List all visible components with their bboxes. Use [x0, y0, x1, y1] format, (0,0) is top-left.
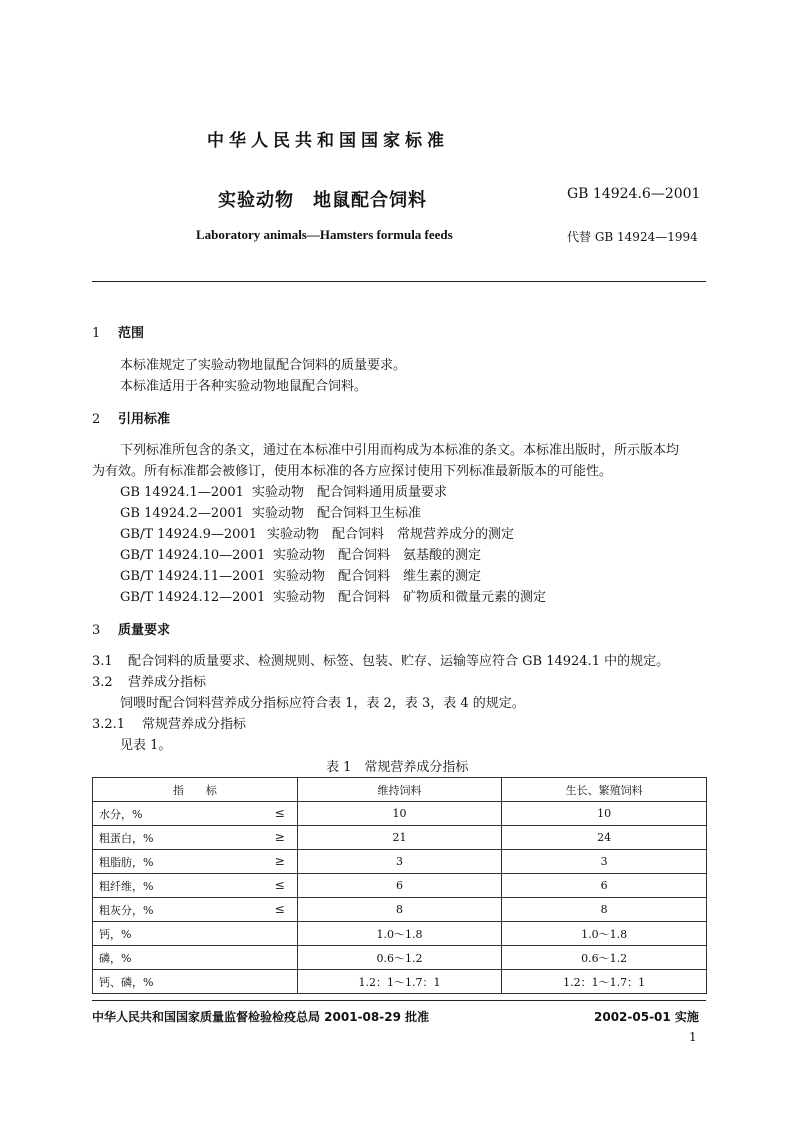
clause-3-2-1-number: 3.2.1 — [92, 717, 126, 732]
section-2-intro: 下列标准所包含的条文，通过在本标准中引用而构成为本标准的条文。本标准出版时，所示版本均 — [120, 443, 680, 458]
section-2-number: 2 — [92, 412, 101, 427]
reference-item — [120, 544, 481, 563]
header-indicator: 指 标 — [93, 778, 298, 802]
section-1-number: 1 — [92, 326, 101, 341]
section-1-heading — [92, 322, 144, 341]
comparison-operator: ≤ — [274, 902, 285, 916]
indicator-cell — [93, 970, 298, 994]
table-row — [93, 826, 707, 850]
header-rule — [92, 281, 706, 282]
reference-text: 实验动物 配合饲料 氨基酸的测定 — [273, 548, 482, 563]
indicator-name: 磷，% — [99, 951, 132, 965]
header-maintenance-feed: 维持饲料 — [297, 778, 502, 802]
footer-rule — [92, 1000, 706, 1001]
maintenance-value: 6 — [297, 874, 502, 898]
indicator-cell — [93, 922, 298, 946]
indicator-cell — [93, 826, 298, 850]
clause-3-1-number: 3.1 — [92, 654, 113, 669]
table-row — [93, 946, 707, 970]
table-row — [93, 850, 707, 874]
indicator-name: 粗纤维，% — [99, 879, 154, 893]
growth-value: 1.2：1～1.7：1 — [502, 970, 707, 994]
nutrition-table — [92, 777, 707, 994]
clause-3-2 — [92, 671, 206, 690]
reference-item — [120, 502, 421, 521]
indicator-name: 钙，% — [99, 927, 132, 941]
reference-text: 实验动物 配合饲料卫生标准 — [252, 506, 422, 521]
maintenance-value: 8 — [297, 898, 502, 922]
reference-text: 实验动物 配合饲料 常规营养成分的测定 — [267, 527, 515, 542]
indicator-cell — [93, 946, 298, 970]
section-3-number: 3 — [92, 623, 101, 638]
maintenance-value: 3 — [297, 850, 502, 874]
clause-3-2-1-title: 常规营养成分指标 — [142, 717, 247, 732]
growth-value: 3 — [502, 850, 707, 874]
clause-3-2-text: 饲喂时配合饲料营养成分指标应符合表 1，表 2，表 3，表 4 的规定。 — [120, 696, 525, 711]
section-2-heading — [92, 408, 170, 427]
maintenance-value: 1.2：1～1.7：1 — [297, 970, 502, 994]
growth-value: 10 — [502, 802, 707, 826]
maintenance-value: 10 — [297, 802, 502, 826]
section-3-title: 质量要求 — [118, 623, 171, 638]
approval-line: 中华人民共和国国家质量监督检验检疫总局 2001-08-29 批准 — [92, 1010, 430, 1024]
reference-text: 实验动物 配合饲料 矿物质和微量元素的测定 — [273, 590, 547, 605]
indicator-name: 粗灰分，% — [99, 903, 154, 917]
indicator-cell — [93, 898, 298, 922]
reference-item — [120, 586, 546, 605]
clause-3-1 — [92, 650, 669, 669]
comparison-operator: ≥ — [274, 830, 285, 844]
indicator-cell — [93, 874, 298, 898]
indicator-name: 水分，% — [99, 807, 143, 821]
section-2-title: 引用标准 — [118, 412, 171, 427]
reference-text: 实验动物 配合饲料通用质量要求 — [252, 485, 448, 500]
standard-code: GB 14924.6—2001 — [567, 186, 701, 202]
clause-3-2-title: 营养成分指标 — [128, 675, 207, 690]
indicator-name: 钙、磷，% — [99, 975, 154, 989]
table-row — [93, 922, 707, 946]
reference-code: GB/T 14924.12—2001 — [120, 590, 266, 605]
growth-value: 1.0～1.8 — [502, 922, 707, 946]
clause-3-2-1 — [92, 713, 246, 732]
comparison-operator: ≥ — [274, 854, 285, 868]
clause-3-2-number: 3.2 — [92, 675, 113, 690]
clause-3-1-text: 配合饲料的质量要求、检测规则、标签、包装、贮存、运输等应符合 GB 14924.1 中的规定。 — [128, 654, 670, 669]
section-1-title: 范围 — [118, 326, 145, 341]
indicator-name: 粗脂肪，% — [99, 855, 154, 869]
maintenance-value: 1.0～1.8 — [297, 922, 502, 946]
comparison-operator: ≤ — [274, 878, 285, 892]
english-title: Laboratory animals—Hamsters formula feeds — [196, 227, 453, 242]
standard-title: 中华人民共和国国家标准 — [207, 131, 449, 151]
reference-item — [120, 565, 481, 584]
implementation-date: 2002-05-01 实施 — [594, 1010, 699, 1024]
section-1-paragraph: 本标准适用于各种实验动物地鼠配合饲料。 — [120, 379, 368, 394]
indicator-name: 粗蛋白，% — [99, 831, 154, 845]
table-row — [93, 898, 707, 922]
document-title: 实验动物 地鼠配合饲料 — [218, 190, 427, 211]
table-header-row — [93, 778, 707, 802]
growth-value: 6 — [502, 874, 707, 898]
reference-item — [120, 523, 514, 542]
maintenance-value: 0.6～1.2 — [297, 946, 502, 970]
page-number: 1 — [689, 1030, 697, 1044]
comparison-operator: ≤ — [274, 806, 285, 820]
growth-value: 0.6～1.2 — [502, 946, 707, 970]
reference-text: 实验动物 配合饲料 维生素的测定 — [273, 569, 482, 584]
table-row — [93, 970, 707, 994]
reference-code: GB/T 14924.10—2001 — [120, 548, 266, 563]
replaces-standard: 代替 GB 14924—1994 — [567, 230, 698, 244]
growth-value: 24 — [502, 826, 707, 850]
header-growth-breeding-feed: 生长、繁殖饲料 — [502, 778, 707, 802]
section-3-heading — [92, 619, 170, 638]
reference-item — [120, 481, 447, 500]
table-row — [93, 874, 707, 898]
reference-code: GB 14924.2—2001 — [120, 506, 244, 521]
maintenance-value: 21 — [297, 826, 502, 850]
section-1-paragraph: 本标准规定了实验动物地鼠配合饲料的质量要求。 — [120, 358, 407, 373]
table-1-caption: 表 1 常规营养成分指标 — [326, 760, 469, 775]
reference-code: GB 14924.1—2001 — [120, 485, 244, 500]
indicator-cell — [93, 850, 298, 874]
growth-value: 8 — [502, 898, 707, 922]
reference-code: GB/T 14924.9—2001 — [120, 527, 257, 542]
section-2-intro: 为有效。所有标准都会被修订，使用本标准的各方应探讨使用下列标准最新版本的可能性。 — [92, 464, 613, 479]
table-row — [93, 802, 707, 826]
indicator-cell — [93, 802, 298, 826]
clause-3-2-1-text: 见表 1。 — [120, 738, 172, 753]
reference-code: GB/T 14924.11—2001 — [120, 569, 266, 584]
